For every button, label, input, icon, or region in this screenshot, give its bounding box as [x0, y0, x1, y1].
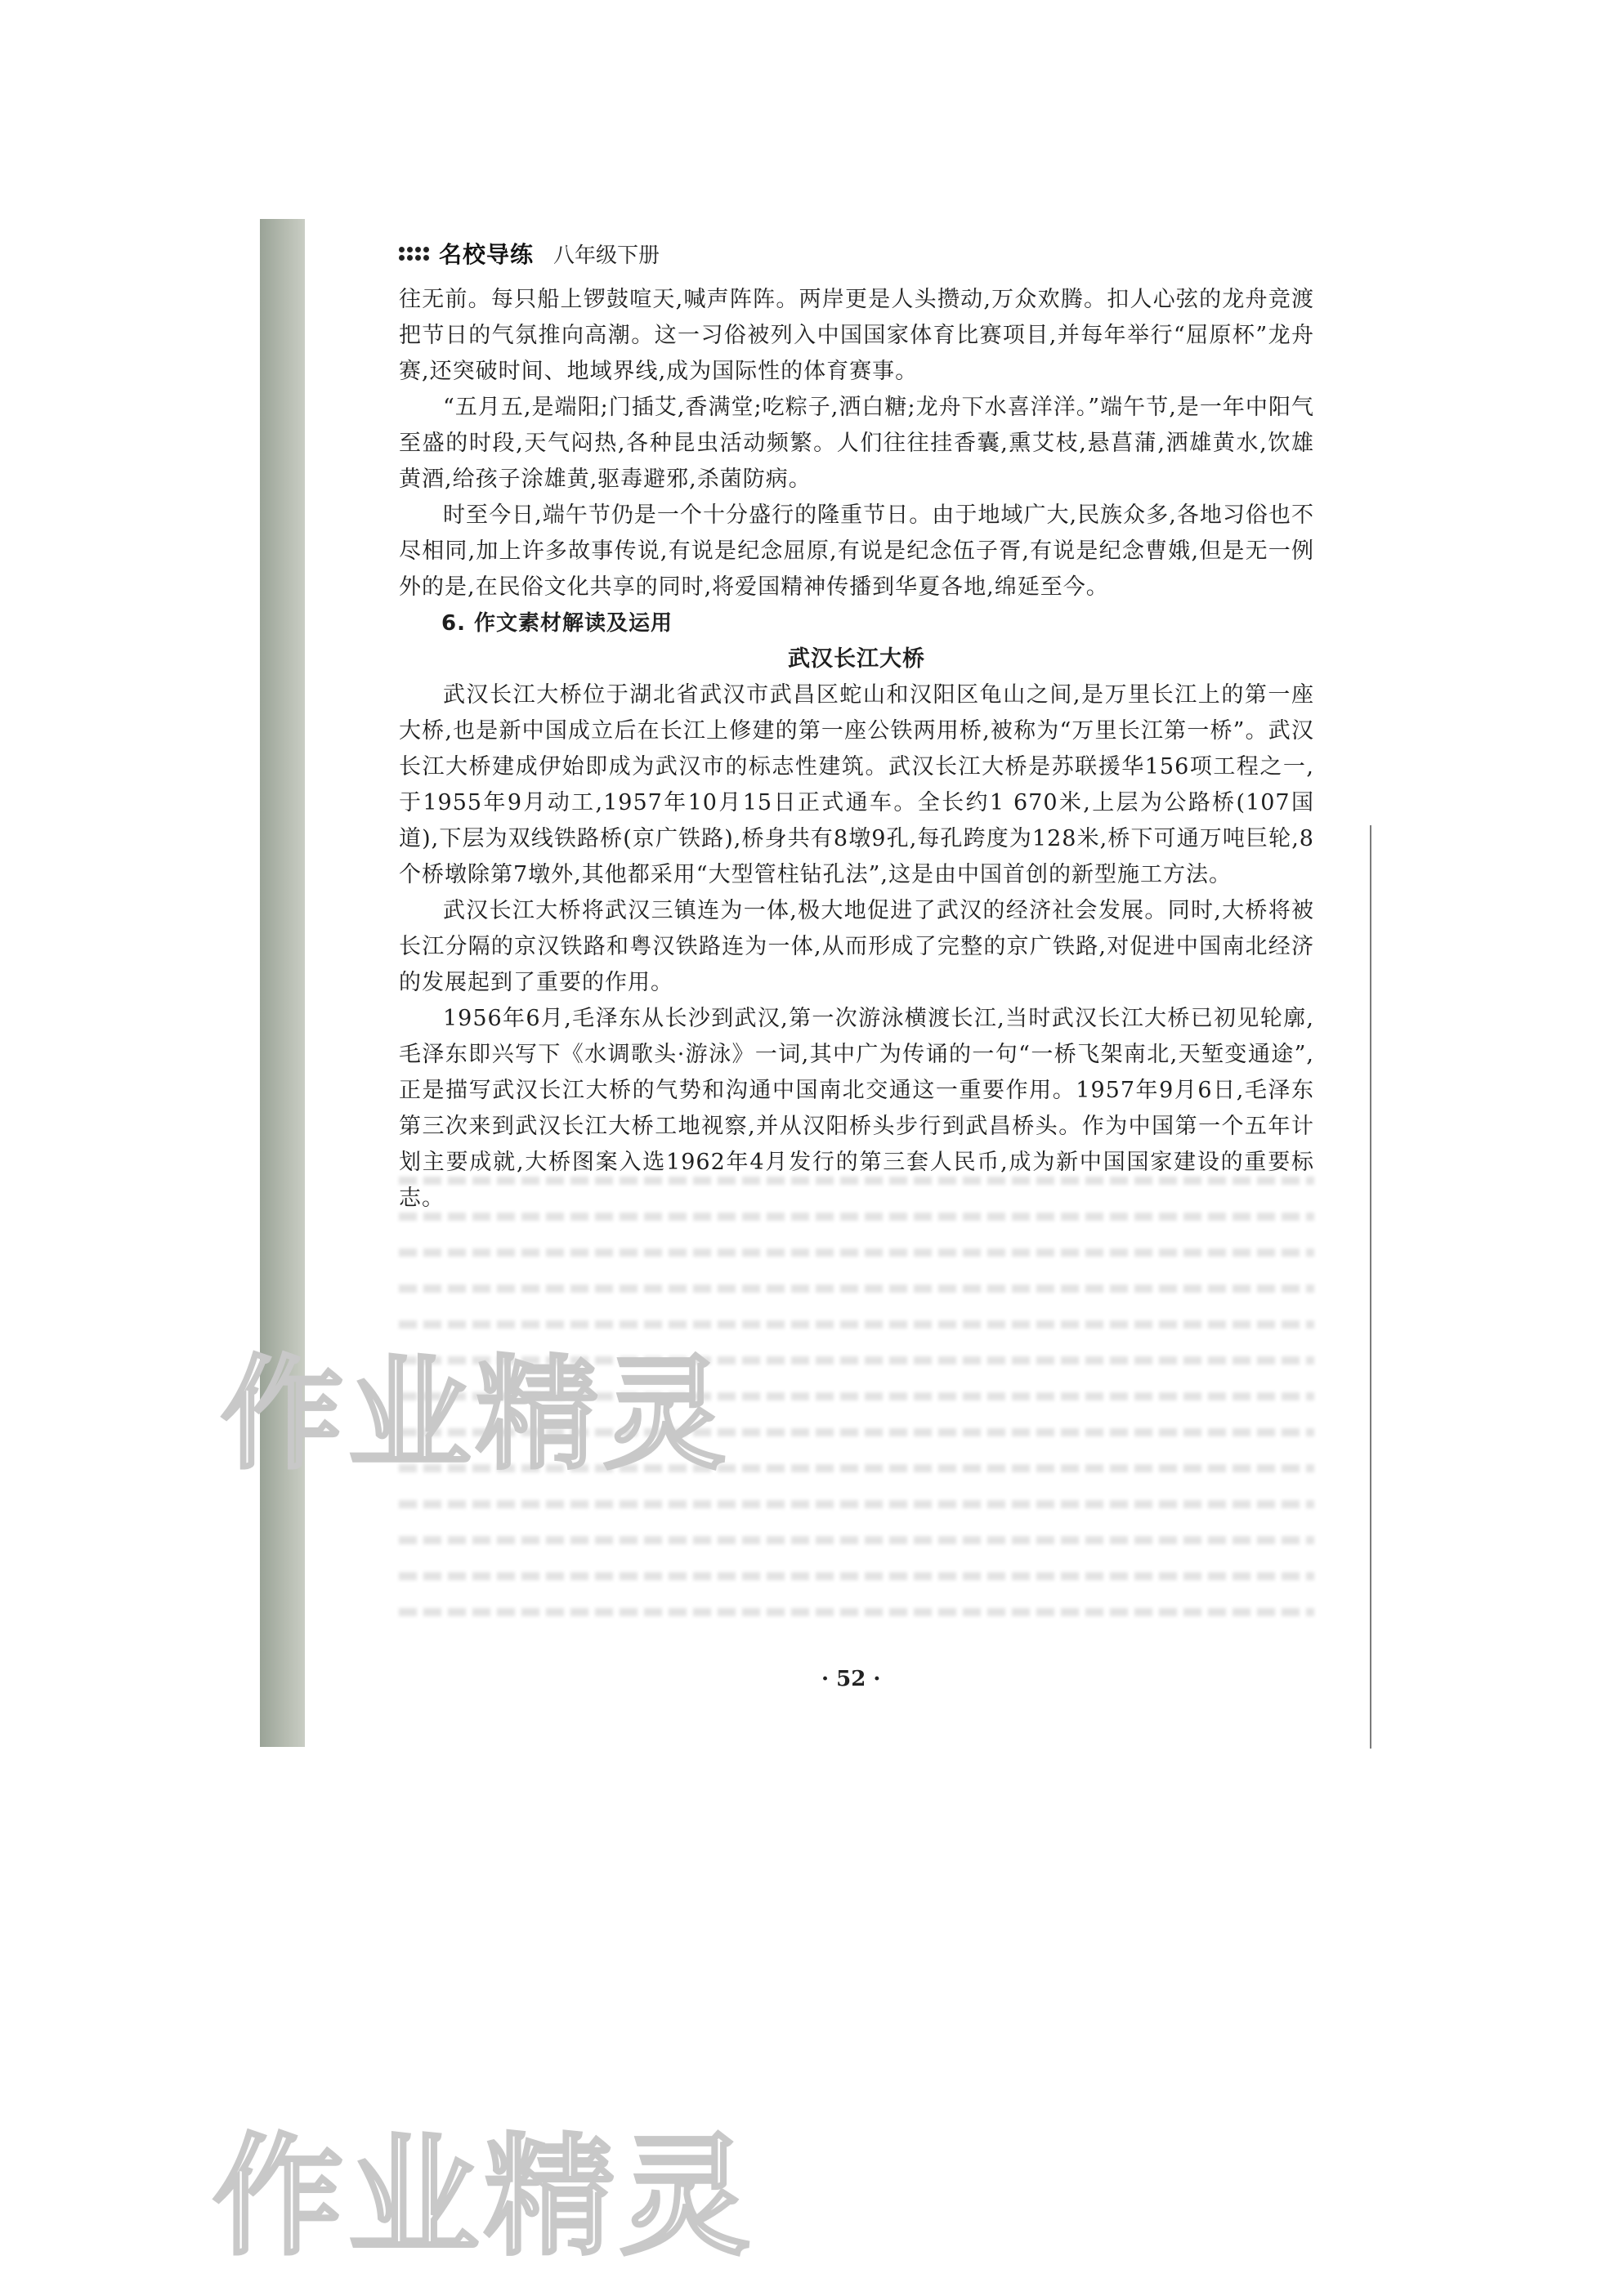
watermark: 作业精灵 [221, 1344, 731, 1486]
paragraph: 时至今日,端午节仍是一个十分盛行的隆重节日。由于地域广大,民族众多,各地习俗也不尽相同,加上许多故事传说,有说是纪念屈原,有说是纪念伍子胥,有说是纪念曹娥,但是无一例外的是,在民俗文化共享的同时,将爱国精神传播到华夏各地,绵延至今。 [399, 503, 1314, 600]
series-name: 名校导练 [439, 241, 535, 268]
page-content [399, 282, 1314, 1217]
article-title: 武汉长江大桥 [788, 646, 925, 672]
page-edge-line [1370, 825, 1371, 1749]
paragraph: “五月五,是端阳;门插艾,香满堂;吃粽子,洒白糖;龙舟下水喜洋洋。”端午节,是一年中阳气至盛的时段,天气闷热,各种昆虫活动频繁。人们往往挂香囊,熏艾枝,悬菖蒲,洒雄黄水,饮雄黄酒,给孩子涂雄黄,驱毒避邪,杀菌防病。 [399, 395, 1314, 492]
volume-label: 八年级下册 [553, 243, 660, 268]
article-paragraph: 1956年6月,毛泽东从长沙到武汉,第一次游泳横渡长江,当时武汉长江大桥已初见轮廓,毛泽东即兴写下《水调歌头·游泳》一词,其中广为传诵的一句“一桥飞架南北,天堑变通途”,正是描写武汉长江大桥的气势和沟通中国南北交通这一重要作用。1957年9月6日,毛泽东第三次来到武汉长江大桥工地视察,并从汉阳桥头步行到武昌桥头。作为中国第一个五年计划主要成就,大桥图案入选1962年4月发行的第三套人民币,成为新中国国家建设的重要标志。 [399, 1006, 1314, 1211]
watermark: 作业精灵 [213, 2120, 756, 2273]
section-heading: 6. 作文素材解读及运用 [441, 611, 673, 636]
article-paragraph: 武汉长江大桥位于湖北省武汉市武昌区蛇山和汉阳区龟山之间,是万里长江上的第一座大桥,也是新中国成立后在长江上修建的第一座公铁两用桥,被称为“万里长江第一桥”。武汉长江大桥建成伊始即成为武汉市的标志性建筑。武汉长江大桥是苏联援华156项工程之一,于1955年9月动工,1957年10月15日正式通车。全长约1 670米,上层为公路桥(107国道),下层为双线铁路桥(京广铁路),桥身共有8墩9孔,每孔跨度为128米,桥下可通万吨巨轮,8个桥墩除第7墩外,其他都采用“大型管柱钻孔法”,这是由中国首创的新型施工方法。 [399, 682, 1314, 887]
dots-logo-icon [399, 247, 429, 261]
article-paragraph: 武汉长江大桥将武汉三镇连为一体,极大地促进了武汉的经济社会发展。同时,大桥将被长江分隔的京汉铁路和粤汉铁路连为一体,从而形成了完整的京广铁路,对促进中国南北经济的发展起到了重要的作用。 [399, 898, 1314, 995]
scan-shadow-band [260, 219, 305, 1747]
running-header [399, 237, 660, 270]
page-number: · 52 · [821, 1667, 881, 1691]
paragraph: 往无前。每只船上锣鼓喧天,喊声阵阵。两岸更是人头攒动,万众欢腾。扣人心弦的龙舟竞渡把节日的气氛推向高潮。这一习俗被列入中国国家体育比赛项目,并每年举行“屈原杯”龙舟赛,还突破时间、地域界线,成为国际性的体育赛事。 [399, 287, 1314, 384]
